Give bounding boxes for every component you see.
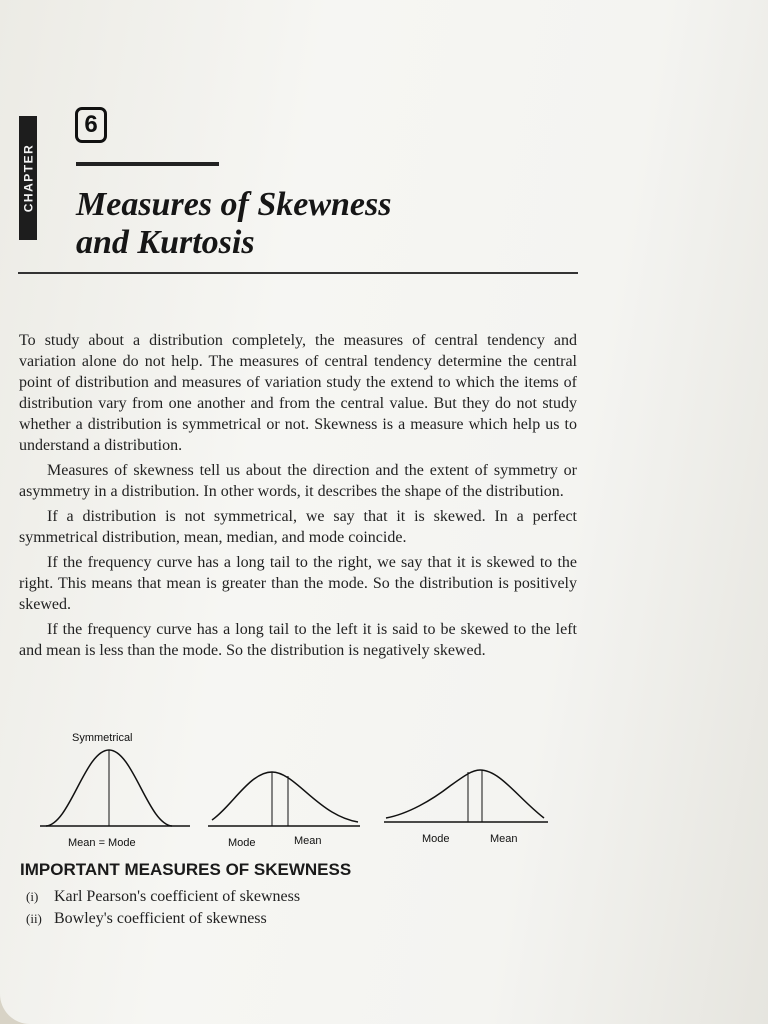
list-marker: (ii) xyxy=(26,911,42,926)
paragraph: If a distribution is not symmetrical, we say that it is skewed. In a perfect symmetrical distribution, mean, median, and mode coincide. xyxy=(19,508,577,546)
positive-curve xyxy=(212,772,358,822)
list-item-text: Bowley's coefficient of skewness xyxy=(54,910,267,927)
skewness-curves xyxy=(40,728,560,852)
chapter-number: 6 xyxy=(75,107,107,143)
positive-mean-label: Mean xyxy=(294,835,322,847)
list-item xyxy=(26,888,300,906)
positive-skew-figure xyxy=(208,772,360,849)
title-top-rule xyxy=(76,162,219,166)
paragraph: Measures of skewness tell us about the direction and the extent of symmetry or asymmetry in a distribution. In other words, it describes the shape of the distribution. xyxy=(19,462,577,500)
chapter-label: CHAPTER xyxy=(21,143,36,213)
title-bottom-rule xyxy=(18,272,578,274)
list-item xyxy=(26,910,300,928)
negative-mean-label: Mean xyxy=(490,833,518,845)
list-marker: (i) xyxy=(26,889,39,904)
symmetrical-figure xyxy=(40,732,190,849)
paragraph: If the frequency curve has a long tail to the left it is said to be skewed to the left and mean is less than the mode. So the distribution is negatively skewed. xyxy=(19,621,577,659)
positive-mode-label: Mode xyxy=(228,837,256,849)
chapter-title-line2: and Kurtosis xyxy=(76,224,255,261)
body-text xyxy=(19,330,577,665)
negative-curve xyxy=(386,770,544,818)
chapter-title-line1: Measures of Skewness xyxy=(76,186,392,223)
paragraph: If the frequency curve has a long tail to the right, we say that it is skewed to the right. This means that mean is greater than the mode. So the distribution is positively skewed. xyxy=(19,554,577,613)
chapter-title xyxy=(76,186,391,262)
negative-mode-label: Mode xyxy=(422,833,450,845)
list-item-text: Karl Pearson's coefficient of skewness xyxy=(54,888,301,905)
symmetrical-label: Mean = Mode xyxy=(68,837,136,849)
important-heading: IMPORTANT MEASURES OF SKEWNESS xyxy=(20,860,352,879)
negative-skew-figure xyxy=(384,770,548,845)
skewness-figures xyxy=(40,728,560,852)
paragraph: To study about a distribution completely, the measures of central tendency and variation alone do not help. The measures of central tendency determine the central point of distribution and measures of variation study the extend to which the items of distribution vary from one another and from the central value. But they do not study whether a distribution is symmetrical or not. Skewness is a measure which help us to understand a distribution. xyxy=(19,332,577,454)
chapter-tab xyxy=(19,116,37,240)
symmetrical-title: Symmetrical xyxy=(72,732,133,744)
important-list xyxy=(26,888,300,932)
